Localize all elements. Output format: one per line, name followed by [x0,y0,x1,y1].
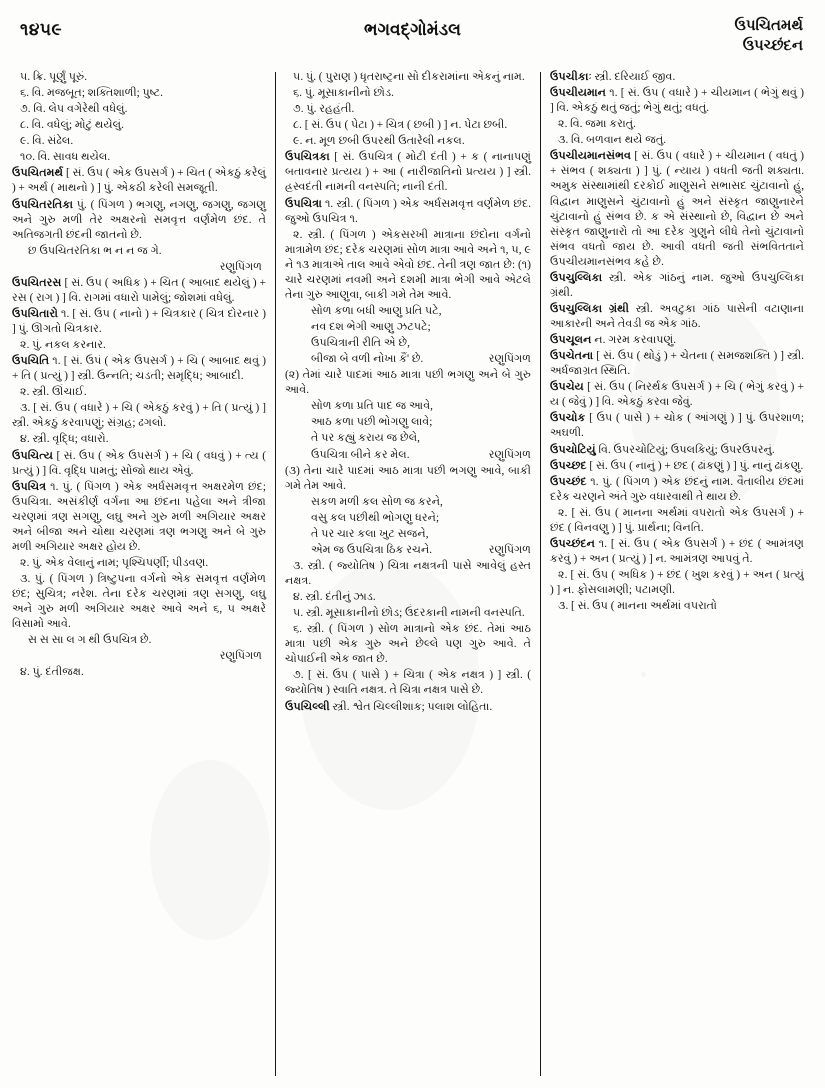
entry-sense: ૬. વિ. મજબૂત; શક્તિશાળી; પુષ્ટ. [20,87,163,100]
dictionary-entry [550,149,804,270]
dictionary-entry [285,150,531,195]
verse-text: બીજા બે વળી નોખા કૈં' છે. [311,353,424,366]
entry-definition: ૧. [ સં. ઉપ ( નાનો ) + ચિત્રકાર ( ચિત્ર દોરનાર ) ] પું. ઊગતો ચિત્રકાર. [12,307,266,335]
entry-headword: ઉપચિતરસ [12,276,62,289]
entry-definition: ૧. પું. ( પિંગળ ) એક અર્ધસમવૃત્ત અક્ષરમેળ છંદ; ઉપચિત્રા. અસંકીર્ણ વર્ગના આ છંદના પહેલા અને ત્રીજા ચરણમાં ત્રણ સગણુ, લઘુ અને ગુરુ મળી અગિયાર અક્ષર અને બીજા અને ચોથા ચરણમાં ત્રણ ભગણુ અને બે ગુરુ મળી અગિયાર અક્ષર હોય છે. [12,480,266,553]
entry-definition: ન. ગરમ કરવાપણું. [591,334,677,347]
dictionary-entry [285,197,531,227]
dictionary-entry [12,307,266,337]
text-column-2 [276,70,540,1082]
entry-definition: [ સં. ઉપ ( નિરર્થક ઉપસર્ગ ) + ચિ ( ભેગું કરવું ) + ય ( જેવું ) ] વિ. એકઠું કરવા જેવું. [550,381,804,409]
entry-headword: ઉપચિતિ [12,355,50,368]
citation-source: રણુપિંગળ [219,650,262,663]
dictionary-entry [550,70,804,85]
verse-line [285,352,531,367]
entry-sense: ૩. પું. ( પિંગળ ) ત્રિષ્ટુપના વર્ગનો એક સમવૃત્ત વર્ણમેળ છંદ; સુચિત્ર; નરેશ. તેના દરેક ચરણમાં ત્રણ સગણુ, લઘુ અને ગુરુ મળી અગિયાર અક્ષર આવે અને ૬, ૫ અક્ષરે વિસામો આવે. [12,573,266,631]
entry-headword: ઉપચિતરતિકા [12,198,73,211]
entry-headword: ઉપચૂલન [550,334,592,347]
book-title: ભગવદ્ગોમંડલ [364,20,461,39]
entry-sense: ૨. સ્ત્રી. ઊંચાઈ. [20,386,87,399]
entry-definition: [ સં. ઉપ ( વધારે ) + ચીયમાન ( વધતું ) + સંભવ ( શક્યતા ) ] પું. ( ન્યાય ) વધતી જતી શક્યતા. અમુક સંસ્થામાંથી દરકોઈ માણુસને સભાસદ ચુંટાવાનો હું, વિદ્વાન માણુસને ચુંટાવાનો હું અને સંસ્કૃત જાણુનારને ચુંટાવાનો હું સંભવ છે. ક એ સંસ્થાનો છે, વિદ્વાન છે અને સંસ્કૃત જાણુનારો તો આ દરેક ગુણુને લીધે તેનો ચુંટાવાનો સંભવ વધતો જાય છે. આવી વધતી જતી સંભવિતતાને ઉપચીયમાનસંભવ કહે છે. [550,150,804,268]
entry-sense: ૧૦. વિ. સાવધ થયેલ. [20,151,111,164]
verse-line [285,448,531,463]
entry-sense: ૨. સ્ત્રી. ( પિંગળ ) એકસરખી માત્રાના છંદોના વર્ગનો માત્રામેળ છંદ; દરેક ચરણમાં સોળ માત્રા આવે અને ૧, ૫, ૯ ને ૧૩ માત્રાએ તાલ આવે એવો છંદ. તેની ત્રણ જાત છે: (૧) ચારે ચરણમાં નવમી અને દશમી માત્રા ભેગી આવે એટલે તેના ગુરુ આણુવા, બાકી ગમે તેમ આવે. [285,228,531,301]
verse-text: એમ જ ઉપચિત્રા ઠિક રચને. [311,543,433,556]
entry-sense: ૫. સ્ત્રી. મૂસાકાનીનો છોડ; ઉંદરકાની નામની વનસ્પતિ. [293,607,525,620]
entry-sense: ૯. વિ. સંઢેલ. [20,135,74,148]
entry-definition: ૧. [ સં. ઉપ ( એક ઉપસર્ગ ) + છંદ ( આમંત્રણ કરવું ) + અન ( પ્રત્યું ) ] ન. આમંત્રણ આપવું તે. [550,537,804,565]
entry-definition: સ્ત્રી. અવટુકા ગાંઠ પાસેની વટાણાના આકારની અને તેવડી જ એક ગાંઠ. [550,302,804,330]
text-column-1 [12,70,275,1082]
entry-headword: ઉપચુલ્લિકા [550,271,603,284]
entry-definition: સ્ત્રી. એક ગાંઠનું નામ. જુઓ ઉપચુલ્લિકા ગ્રંથી. [550,271,804,299]
entry-definition: [ ઉપ ( પાસે ) + ચોક ( આંગણું ) ] પું. ઉપરશાળ; અઘળી. [550,412,804,440]
verse-line: તે પર ચાર કલા ખુટ સજને, [311,527,429,540]
entry-sense: ૬. સ્ત્રી. ( પિંગળ ) સોળ માત્રાનો એક છંદ. તેમાં આઠ માત્રા પછી એક ગુરુ અને છેલ્લે પણ ગુરુ આવે. તે ચોપાઈની એક જાત છે. [285,623,531,666]
entry-sense: ૪. સ્ત્રી. વૃદ્ધિ; વધારો. [20,433,109,446]
entry-headword: ઉપચિત્રકા [285,151,330,164]
entry-sense: ૩. વિ. બળવાન થયે જતું. [558,134,667,147]
entry-sense: ૫. પું. ( પુરાણ ) ધૃતરાષ્ટ્રના સો દીકરામાંના એકનું નામ. [293,71,525,83]
entry-headword: ઉપચિતમર્થ [12,167,64,180]
guide-words [734,16,803,57]
dictionary-entry [550,333,804,348]
entry-definition: સ્ત્રી. દરિયાઈ જીવ. [591,71,676,83]
entry-sense: ૪. પું. દંતીજ઼ક્ષ. [20,666,84,679]
entry-continuation: (૨) તેમાં ચારે પાદમાં આઠ માત્રા પછી ભગણુ અને બે ગુરુ આવે. [285,369,531,397]
verse-line: સોળ કળા બધી આણુ પ્રતિ પટે, [311,304,442,317]
entry-sense: ૩. [ સં. ઉપ ( માનના અર્થમાં વપરાતો [558,600,717,613]
citation-source: રણુપિંગળ [488,353,531,366]
page-header [12,14,813,70]
dictionary-entry [550,459,804,474]
dictionary-entry [12,198,266,243]
text-column-3 [541,70,804,1082]
dictionary-entry [12,354,266,384]
columns-container [12,70,813,1082]
dictionary-entry [550,86,804,116]
entry-definition: ૧. [ સં. ઉપ ( વધારે ) + ચીયમાન ( ભેગું થવું ) ] વિ. એકઠું થતું જતું; ભેગું થતું; વધતું. [550,87,804,115]
entry-headword: ઉપચિતારો [12,307,58,320]
dictionary-entry [550,271,804,301]
entry-sense: ૯. ન. મૂળ છબી ઉપરથી ઉતારેલી નકલ. [293,135,465,148]
entry-sense: ૭. વિ. લેપ વગેરેથી વધેલું. [20,103,128,116]
verse-line: ઉપચિત્રાની રીતિ એ છે, [311,337,410,350]
verse-line: નવ દશ ભેગી આણુ ઝટપટે; [311,321,431,333]
entry-headword: ઉપચીકાઃ [550,71,592,83]
entry-sense: ૮. [ સં. ઉપ ( પેટા ) + ચિત્ર ( છબી ) ] ન. પેટા છબી. [293,119,508,132]
prosody-note: સ સ સા લ ગ થી ઉપચિત્ર છે. [28,634,152,647]
verse-line: આઠ કળા પછી ભોગણુ લાવે; [311,416,433,429]
verse-line [285,543,531,558]
dictionary-entry [550,380,804,410]
guide-word-first: ઉપચિતમર્થ [734,18,803,34]
entry-continuation: (૩) તેના ચારે પાદમાં આઠ માત્રા પછી ભગણુ આવે, બાકી ગમે તેમ આવે. [285,464,531,492]
dictionary-entry [550,302,804,332]
entry-definition: સ્ત્રી. શ્વેત ચિલ્લીશાક; પલાશ લોહિતા. [329,700,493,713]
entry-headword: ઉપચિત્ય [12,449,54,462]
dictionary-entry [12,449,266,479]
page-number: ૧૪૫૯ [20,20,63,39]
entry-headword: ઉપચુલ્લિકા ગ્રંથી [550,302,629,315]
verse-line: સોળ કળા પ્રતિ પાદ જ આવે, [311,400,433,413]
dictionary-entry [550,475,804,505]
dictionary-entry [550,411,804,441]
citation-source: રણુપિંગળ [219,260,262,273]
entry-sense: ૭. પું. રહહંતી. [293,103,355,116]
entry-headword: ઉપચેય [550,381,584,394]
entry-headword: ઉપચીયમાન [550,87,607,100]
entry-headword: ઉપચોક [550,412,586,425]
entry-sense: ૩. [ સં. ઉપ ( વધારે ) + ચિ ( એકઠું કરવું ) + તિ ( પ્રત્યું ) ] સ્ત્રી. એકઠું કરવાપણું; સંગ્રહ; ઢગલો. [12,402,266,430]
entry-headword: ઉપચ્છંદ [550,475,587,488]
entry-headword: ઉપચ્છંદન [550,537,595,550]
verse-text: ઉપચિત્રા બીને કર મેલ. [311,448,410,461]
dictionary-entry [12,480,266,555]
entry-definition: [ સં. ઉપ ( થોડું ) + ચેતના ( સમજશક્તિ ) ] સ્ત્રી. અર્ધજાગ્રત સ્થિતિ. [550,350,804,378]
entry-sense: ૮. વિ. વધેલું; મોટું થયેલું. [20,119,124,132]
verse-line: સકળ મળી કલ સોળ જ કરને, [311,495,443,508]
entry-sense: ૭. [ સં. ઉપ ( પાસે ) + ચિત્રા ( એક નક્ષત્ર ) ] સ્ત્રી. ( જ્યોતિષ ) સ્વાતિ નક્ષત્ર. તે ચિત્રા નક્ષત્ર પાસે છે. [285,669,531,697]
entry-definition: ૧. [ સં. ઉપં ( એક ઉપસર્ગ ) + ચિ ( આબાદ થવું ) + તિ ( પ્રત્યું ) ] સ્ત્રી. ઉન્નતિ; ચડતી; સમૃદ્ધિ; આબાદી. [12,355,266,383]
entry-sense: ૫. ક્રિ. પૂર્ણું પૂરું. [20,71,88,83]
dictionary-entry [12,166,266,196]
entry-definition: ૧. સ્ત્રી. ( પિંગળ ) એક અર્ધસમવૃત્ત વર્ણમેળ છંદ. જુઓ ઉપચિત્ર ૧. [285,197,531,225]
entry-headword: ઉપચેતના [550,350,594,363]
entry-definition: [ સં. ઉપ ( નાનું ) + છદ ( ઢાંકણું ) ] પું. નાનું ઢાંકણુ. [586,459,804,472]
entry-headword: ઉપચ્છદ [550,459,587,472]
entry-headword: ઉપચીયમાનસંભવ [550,150,631,163]
entry-definition: ૧. પું. ( પિંગળ ) એક છંદનું નામ. વૈતાલીય છંદમાં દરેક ચરણને અંતે ગુરુ વધારવાથી તે થાય છે. [550,475,804,503]
verse-line: તે પર કહ્યું કરાય જ છેલે, [311,432,420,445]
citation-source: રણુપિંગળ [488,543,531,556]
entry-sense: ૨. પું. એક વેલાનું નામ; પૃશ્ચિપર્ણી; પીડવણ. [20,556,209,569]
entry-definition: વિ. ઉપરચોટિયું; ઉપલકિયું; ઉપરઉપરનું. [595,443,775,456]
entry-sense: ૨. [ સં. ઉપ ( અધિક ) + છંદ ( ખુશ કરવું ) + અન ( પ્રત્યું ) ] ન. ફોસલામણી; પટામણી. [550,569,804,597]
dictionary-entry [12,276,266,306]
dictionary-entry [285,700,531,715]
entry-definition: [ સં. ઉપચિત્ર ( મોટી દંતી ) + ક ( નાનાપણું બતાવનાર પ્રત્યય ) + આ ( નારીજાતિનો પ્રત્યય ) ] સ્ત્રી. હ્રસ્વદંતી નામની વનસ્પતિ; નાની દંતી. [285,151,531,194]
entry-headword: ઉપચિત્ર [12,480,47,493]
prosody-note: છ ઉપચિતરતિકા ભ ન ન જ ગે. [28,244,162,257]
dictionary-entry [550,443,804,458]
entry-sense: ૨. પું. નકલ કરનાર. [20,339,106,352]
entry-headword: ઉપચિલ્લી [285,700,330,713]
entry-headword: ઉપચિત્રા [285,197,322,210]
entry-headword: ઉપચોટિયું [550,443,596,456]
entry-definition: [ સં. ઉપ ( એક ઉપસર્ગ ) + ચિત ( એકઠું કરેલું ) + અર્થ ( માથનો ) ] પું. એકઠી કરેલી સમજૂતી. [12,167,266,195]
verse-line: વસુ કલ પછીથી ભોગણુ ધરને; [311,511,440,524]
entry-definition: પું. ( પિંગળ ) ભગણુ, નગણુ, જગણુ, જગણુ અને ગુરુ મળી તેર અક્ષરનો સમવૃત્ત વર્ણમેળ છંદ. તે અતિજગતી છંદની જાતનો છે. [12,198,266,241]
entry-definition: [ સં. ઉપ ( એક ઉપસર્ગ ) + ચિ ( વધવું ) + ત્ય ( પ્રત્યું ) ] વિ. વૃદ્ધિ પામતું; સોજો થાય એવું. [12,449,266,477]
entry-sense: ૨. [ સં. ઉપ ( માનના અર્થમાં વપરાતો એક ઉપસર્ગ ) + છંદ ( વિનવણુ ) ] પું. પ્રાર્થના; વિનતિ. [550,506,804,534]
entry-definition: [ સં. ઉપ ( અધિક ) + ચિત ( આબાદ થયેલું ) + રસ ( રાગ ) ] વિ. રાગમાં વધારો પામેલું; જોશમાં વધેલું. [12,276,266,304]
dictionary-entry [550,349,804,379]
entry-sense: ૨. વિ. જમા કરાતું. [558,118,636,131]
entry-sense: ૬. પું. મૂસાકાનીનો છોડ. [293,87,394,100]
guide-word-last: ઉપચ્છંદન [742,38,803,55]
citation-source: રણુપિંગળ [488,448,531,461]
entry-sense: ૩. સ્ત્રી. ( જ્યોતિષ ) ચિત્રા નક્ષત્રની પાસે આવેલું હસ્ત નક્ષત્ર. [285,559,531,587]
entry-sense: ૪. સ્ત્રી. દંતીનું ઝાડ. [293,591,376,604]
dictionary-entry [550,537,804,567]
